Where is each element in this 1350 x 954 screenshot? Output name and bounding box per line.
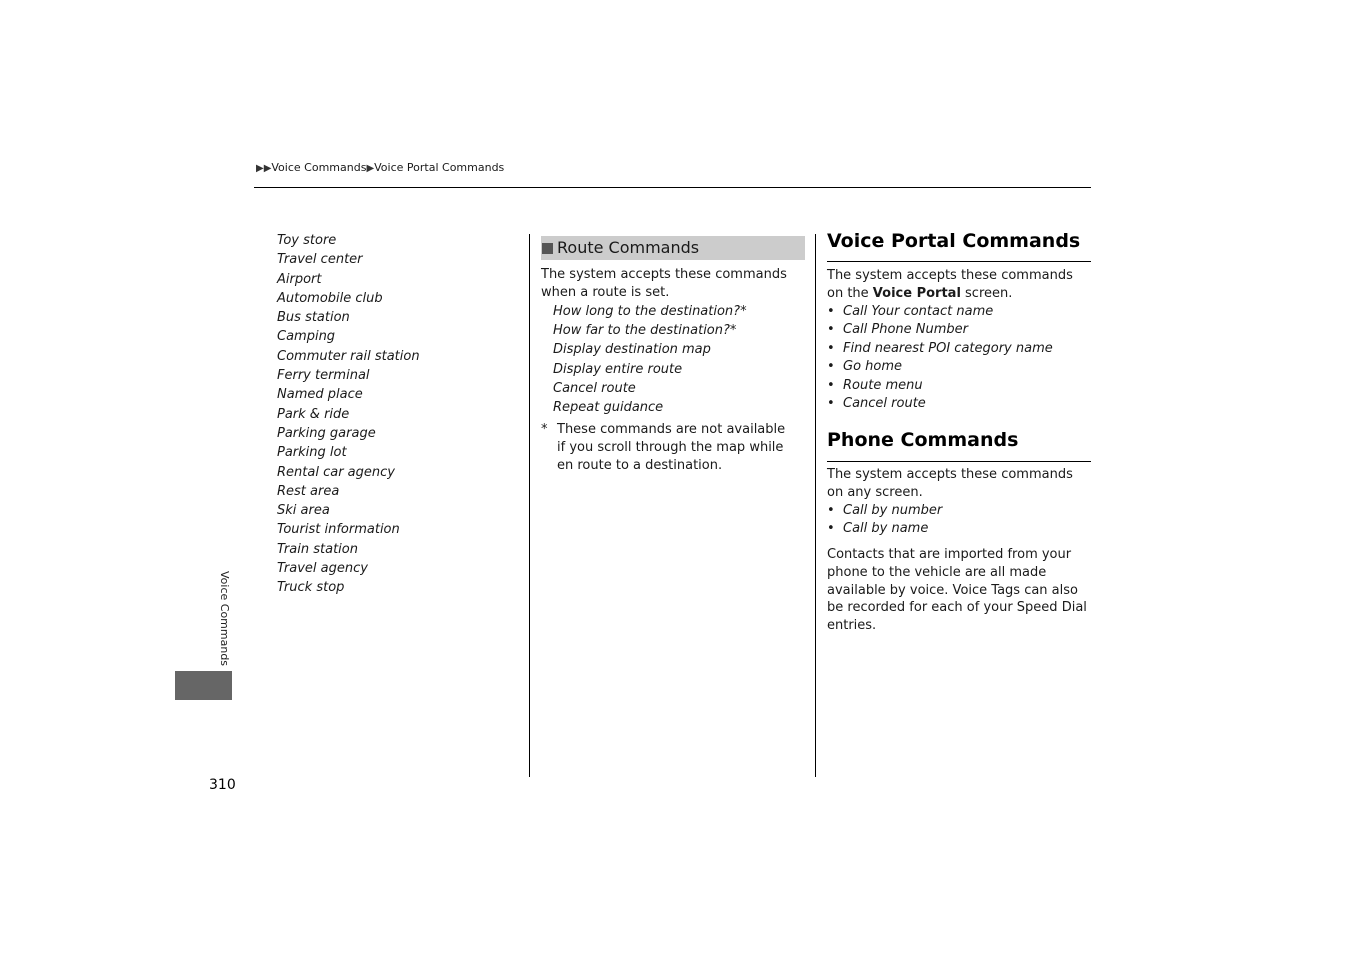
poi-category-item: Parking garage xyxy=(277,425,376,441)
phone-command-item xyxy=(827,502,942,520)
column-divider-left xyxy=(529,234,530,777)
voice-portal-intro xyxy=(827,267,1089,303)
side-tab-block xyxy=(175,671,232,700)
breadcrumb xyxy=(256,161,504,174)
poi-category-item: Rest area xyxy=(277,483,340,499)
voice-portal-command-item xyxy=(827,377,1053,395)
poi-category-item: Camping xyxy=(277,329,336,345)
breadcrumb-separator-icon: ▶ xyxy=(366,163,375,174)
voice-portal-intro-text: The system accepts these commands on the xyxy=(827,268,1073,301)
voice-portal-command-list xyxy=(827,303,1053,413)
phone-commands-title: Phone Commands xyxy=(827,429,1019,451)
phone-commands-title-rule xyxy=(827,461,1091,462)
breadcrumb-section[interactable]: Voice Commands xyxy=(271,161,367,174)
voice-portal-intro-end: screen. xyxy=(960,286,1013,301)
voice-portal-screen-name: Voice Portal xyxy=(872,286,961,301)
poi-category-item: Toy store xyxy=(277,233,337,248)
command-text: Find nearest POI category name xyxy=(843,340,1053,356)
poi-category-item: Named place xyxy=(277,387,363,403)
poi-category-item: Travel agency xyxy=(277,561,368,577)
bullet-icon: • xyxy=(827,359,835,375)
command-text: Call Phone Number xyxy=(843,322,969,338)
route-command-item: How far to the destination?* xyxy=(553,323,737,339)
bullet-icon: • xyxy=(827,377,835,393)
command-text: Call by number xyxy=(843,503,943,518)
route-command-item: How long to the destination?* xyxy=(553,304,747,319)
route-commands-intro: The system accepts these commands when a route is set. xyxy=(541,267,787,300)
route-commands-title: Route Commands xyxy=(557,238,700,257)
route-commands-header xyxy=(541,236,805,260)
route-command-item: Repeat guidance xyxy=(553,399,664,415)
phone-command-list xyxy=(827,502,942,539)
breadcrumb-marker-icon: ▶▶ xyxy=(256,163,272,174)
command-text: Call Your contact name xyxy=(843,304,994,319)
poi-category-item: Rental car agency xyxy=(277,464,395,480)
poi-category-item: Ferry terminal xyxy=(277,368,370,384)
bullet-icon: • xyxy=(827,395,835,411)
route-commands-footnote xyxy=(541,421,791,475)
poi-category-item: Tourist information xyxy=(277,522,400,538)
poi-category-item: Bus station xyxy=(277,310,350,326)
poi-category-item: Automobile club xyxy=(277,290,383,306)
footnote-text: These commands are not available if you scroll through the map while en route to a destination. xyxy=(557,422,786,473)
poi-category-item: Airport xyxy=(277,271,322,287)
command-text: Route menu xyxy=(843,377,923,393)
bullet-icon: • xyxy=(827,503,835,518)
footnote-marker: * xyxy=(541,422,548,437)
poi-category-list xyxy=(277,231,420,598)
page-number: 310 xyxy=(209,777,236,793)
voice-portal-command-item xyxy=(827,395,1053,413)
voice-portal-command-item xyxy=(827,321,1053,339)
breadcrumb-page: Voice Portal Commands xyxy=(374,161,505,174)
voice-portal-command-item xyxy=(827,358,1053,376)
bullet-icon: • xyxy=(827,521,835,537)
poi-category-item: Travel center xyxy=(277,252,363,268)
poi-category-item: Ski area xyxy=(277,503,330,519)
route-command-item: Display entire route xyxy=(553,361,683,377)
poi-category-item: Commuter rail station xyxy=(277,348,420,364)
route-command-item: Cancel route xyxy=(553,380,636,396)
command-text: Go home xyxy=(843,359,903,375)
poi-category-item: Train station xyxy=(277,541,358,557)
command-text: Call by name xyxy=(843,521,929,537)
voice-portal-title-rule xyxy=(827,261,1091,262)
voice-portal-title: Voice Portal Commands xyxy=(827,230,1081,252)
route-command-list xyxy=(553,302,747,417)
phone-command-item xyxy=(827,520,942,538)
column-divider-right xyxy=(815,234,816,777)
route-command-item: Display destination map xyxy=(553,342,711,358)
poi-category-item: Truck stop xyxy=(277,580,345,596)
phone-commands-intro: The system accepts these commands on any screen. xyxy=(827,467,1073,500)
bullet-icon: • xyxy=(827,322,835,338)
phone-commands-body: Contacts that are imported from your phone to the vehicle are all made available by voice. Voice Tags can also be recorded for each of your Speed Dial entries. xyxy=(827,547,1087,634)
voice-portal-command-item xyxy=(827,303,1053,321)
voice-portal-command-item xyxy=(827,340,1053,358)
poi-category-item: Park & ride xyxy=(277,406,350,422)
poi-category-item: Parking lot xyxy=(277,445,347,461)
bullet-icon: • xyxy=(827,304,835,319)
bullet-icon: • xyxy=(827,340,835,356)
square-bullet-icon xyxy=(542,243,553,254)
side-tab-label: Voice Commands xyxy=(218,571,231,667)
command-text: Cancel route xyxy=(843,395,926,411)
header-rule xyxy=(254,187,1091,188)
